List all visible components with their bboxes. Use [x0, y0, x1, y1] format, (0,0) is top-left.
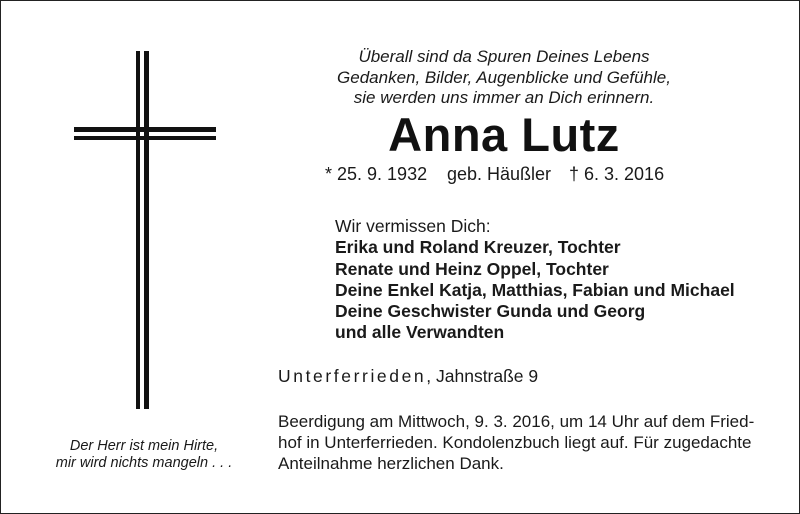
address-town: Unterferrieden: [278, 366, 427, 386]
life-dates: [325, 163, 725, 185]
mourner-line: und alle Verwandten: [335, 322, 505, 343]
death-date: † 6. 3. 2016: [569, 164, 665, 184]
family-address: [278, 365, 538, 387]
mourner-line: Deine Enkel Katja, Matthias, Fabian und Michael: [335, 279, 735, 300]
funeral-details: [278, 412, 778, 474]
birth-date: * 25. 9. 1932: [325, 164, 428, 184]
verse-line: Der Herr ist mein Hirte,: [69, 438, 219, 454]
mourner-line: Renate und Heinz Oppel, Tochter: [335, 258, 609, 279]
cross-icon: [1, 1, 261, 421]
mourner-line: Erika und Roland Kreuzer, Tochter: [335, 237, 621, 258]
funeral-line: Beerdigung am Mittwoch, 9. 3. 2016, um 14 Uhr auf dem Fried-: [278, 412, 755, 431]
maiden-name: geb. Häußler: [447, 164, 552, 184]
bible-verse: [21, 438, 267, 472]
motto-line: sie werden uns immer an Dich erinnern.: [353, 88, 655, 107]
mourners-intro: Wir vermissen Dich:: [335, 216, 491, 236]
deceased-name: Anna Lutz: [388, 108, 620, 161]
motto-line: Gedanken, Bilder, Augenblicke und Gefühle,: [337, 67, 671, 87]
motto-quote: [269, 47, 739, 109]
mourners-list: [335, 216, 795, 344]
address-street: , Jahnstraße 9: [426, 366, 539, 386]
motto-line: Überall sind da Spuren Deines Lebens: [358, 47, 650, 66]
verse-line: mir wird nichts mangeln . . .: [55, 455, 233, 471]
funeral-line: hof in Unterferrieden. Kondolenzbuch liegt auf. Für zugedachte: [278, 432, 752, 452]
funeral-line: Anteilnahme herzlichen Dank.: [278, 453, 504, 473]
mourner-line: Deine Geschwister Gunda und Georg: [335, 301, 646, 322]
